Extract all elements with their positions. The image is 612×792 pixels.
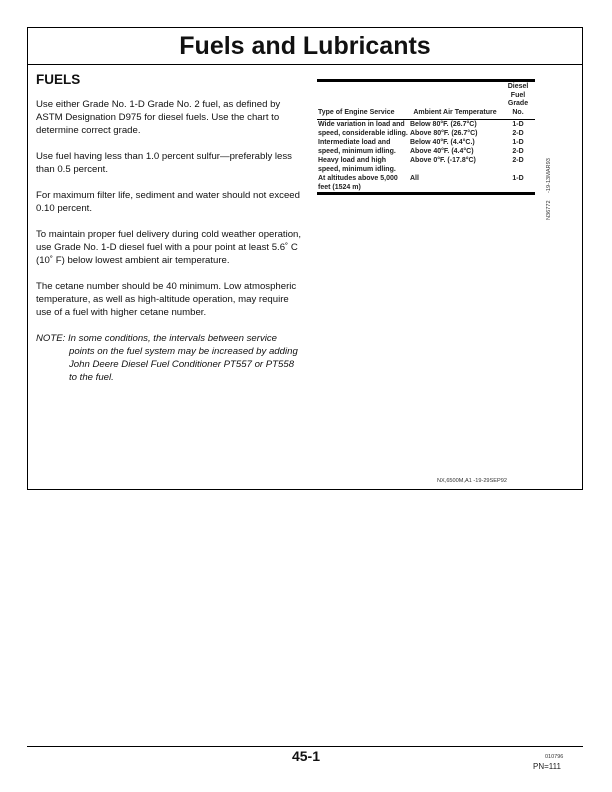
note: NOTE: In some conditions, the intervals between service points on the fuel system may be increased by adding John Deere Diesel Fuel Conditioner PT557 or PT558 to the fuel. — [36, 333, 298, 383]
temperature-line: Above 80°F. (26.7°C) — [410, 129, 478, 137]
paragraph: To maintain proper fuel delivery during cold weather operation, use Grade No. 1-D diesel fuel with a pour point at least 5.6˚ C (10˚ F) below lowest ambient air temperature. — [36, 229, 302, 266]
temperature-line: Below 40°F. (4.4°C.) — [410, 139, 475, 146]
grade-line: 2-D — [512, 157, 524, 164]
fuel-grade-table — [317, 79, 535, 195]
body-text — [36, 98, 304, 397]
table-header-row — [317, 82, 535, 120]
header-temperature: Ambient Air Temperature — [413, 108, 497, 116]
grade-line: 1-D — [512, 121, 524, 128]
service-cell: Intermediate load and speed, minimum idling. — [318, 139, 396, 155]
paragraph: Use fuel having less than 1.0 percent sulfur—preferably less than 0.5 percent. — [36, 151, 292, 175]
title-box — [27, 27, 583, 65]
temperature-line: Below 80°F. (26.7°C) — [410, 121, 477, 128]
reference-code: NX,6500M,A1 -19-29SEP92 — [437, 478, 507, 484]
figure-id-label: N36772 — [546, 200, 552, 220]
table-body — [317, 120, 535, 193]
paragraph: The cetane number should be 40 minimum. Low atmospheric temperature, as well as high-altitude operation, may require use of a fuel with higher cetane number. — [36, 281, 297, 318]
temperature-line: Above 0°F. (-17.8°C) — [410, 157, 476, 164]
grade-line: 2-D — [512, 147, 524, 155]
temperature-cell — [409, 174, 501, 192]
temperature-cell — [409, 120, 501, 139]
paragraph: Use either Grade No. 1-D Grade No. 2 fuel, as defined by ASTM Designation D975 for diesel fuels. Use the chart to determine correct grade. — [36, 99, 281, 136]
temperature-cell — [409, 138, 501, 156]
footer-rule — [27, 746, 583, 747]
section-heading: FUELS — [36, 72, 81, 87]
table-row — [317, 156, 535, 174]
table-row — [317, 174, 535, 192]
pn-label: PN=111 — [533, 762, 561, 771]
paragraph: For maximum filter life, sediment and water should not exceed 0.10 percent. — [36, 190, 300, 214]
temperature-cell — [409, 156, 501, 174]
grade-cell — [501, 174, 535, 192]
header-grade: Diesel Fuel Grade No. — [507, 83, 529, 116]
grade-cell — [501, 156, 535, 174]
temperature-line: All — [410, 175, 419, 182]
table-row — [317, 120, 535, 139]
footer-code: 010796 — [545, 754, 564, 760]
service-cell: Wide variation in load and speed, considerable idling. — [318, 121, 408, 137]
table-row — [317, 138, 535, 156]
service-cell: Heavy load and high speed, minimum idling. — [318, 157, 396, 173]
content-box — [27, 65, 583, 490]
grade-cell — [501, 138, 535, 156]
page-number: 45-1 — [291, 748, 321, 764]
grade-line: 1-D — [512, 139, 524, 146]
figure-date-label: -19-13MAR93 — [546, 158, 552, 193]
grade-cell — [501, 120, 535, 139]
grade-line: 2-D — [512, 129, 524, 137]
page-title: Fuels and Lubricants — [179, 32, 431, 60]
service-cell: At altitudes above 5,000 feet (1524 m) — [318, 175, 398, 191]
temperature-line: Above 40°F. (4.4°C) — [410, 147, 474, 155]
header-service: Type of Engine Service — [318, 108, 395, 116]
grade-line: 1-D — [512, 175, 524, 182]
